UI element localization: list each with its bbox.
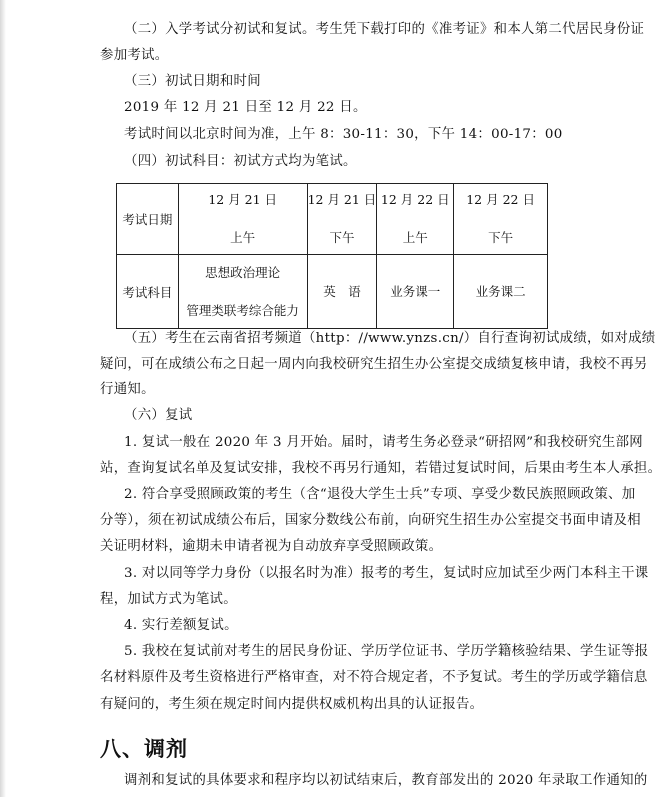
- page-edge-shadow: [0, 0, 6, 797]
- exam-subject: 管理类联考综合能力: [186, 302, 299, 318]
- text-line: （二）入学考试分初试和复试。考生凭下载打印的《准考证》和本人第二代居民身份证: [124, 22, 645, 37]
- exam-period: 上午: [230, 230, 256, 245]
- exam-period: 下午: [329, 230, 355, 245]
- table-cell: [377, 184, 454, 255]
- table-cell: [307, 255, 377, 329]
- text-line: 4. 实行差额复试。: [124, 618, 238, 633]
- table-row: [117, 255, 548, 329]
- text-line: 站，查询复试名单及复试安排，我校不再另行通知，若错过复试时间，后果由考生本人承担。: [100, 461, 662, 476]
- exam-subject: 业务课二: [475, 283, 526, 299]
- exam-date: 12 月 21 日: [307, 192, 377, 207]
- text-line: （三）初试日期和时间: [124, 74, 261, 89]
- table-cell: [307, 184, 377, 255]
- text-line: 2. 符合享受照顾政策的考生（含“退役大学生士兵”专项、享受少数民族照顾政策、加: [124, 487, 636, 502]
- exam-period: 上午: [402, 230, 428, 245]
- exam-date: 12 月 22 日: [466, 192, 535, 207]
- text-line: 行通知。: [100, 382, 155, 397]
- text-line: 1. 复试一般在 2020 年 3 月开始。届时，请考生务必登录“研招网”和我校研究生部网: [124, 435, 643, 450]
- text-line: （六）复试: [124, 408, 193, 423]
- exam-date: 12 月 21 日: [208, 192, 278, 207]
- text-line: （五）考生在云南省招考频道（http：//www.ynzs.cn/）自行查询初试成绩，如对成绩: [124, 331, 656, 346]
- text-line: 名材料原件及考生资格进行严格审查，对不符合规定者，不予复试。考生的学历或学籍信息: [100, 670, 648, 685]
- table-cell: [178, 255, 307, 329]
- table-header-cell: 考试科目: [117, 255, 179, 329]
- text-line: 调剂和复试的具体要求和程序均以初试结束后，教育部发出的 2020 年录取工作通知的: [124, 773, 648, 788]
- text-line: 2019 年 12 月 21 日至 12 月 22 日。: [124, 100, 367, 115]
- text-line: 参加考试。: [100, 48, 169, 63]
- exam-subject: 思想政治理论: [205, 264, 281, 280]
- exam-subject: 业务课一: [390, 283, 441, 299]
- table-cell: [377, 255, 454, 329]
- table-header-cell: 考试日期: [117, 184, 179, 255]
- text-line: 程，加试方式为笔试。: [100, 592, 237, 607]
- text-line: 分等），须在初试成绩公布后，国家分数线公布前，向研究生招生办公室提交书面申请及相: [100, 513, 641, 528]
- text-line: 3. 对以同等学力身份（以报名时为准）报考的考生，复试时应加试至少两门本科主干课: [124, 566, 649, 581]
- exam-schedule-table: [116, 183, 548, 329]
- text-line: 有疑问的，考生须在规定时间内提供权威机构出具的认证报告。: [100, 697, 484, 712]
- table-cell: [178, 184, 307, 255]
- table-cell: [454, 255, 548, 329]
- exam-subject: 英 语: [323, 283, 361, 299]
- section-heading: 八、调剂: [100, 737, 188, 761]
- text-line: 疑问，可在成绩公布之日起一周内向我校研究生招生办公室提交成绩复核申请，我校不再另: [100, 357, 648, 372]
- table-cell: [454, 184, 548, 255]
- table-row: [117, 184, 548, 255]
- exam-date: 12 月 22 日: [380, 192, 450, 207]
- text-line: 考试时间以北京时间为准，上午 8：30-11：30，下午 14：00-17：00: [124, 127, 563, 142]
- text-line: 5. 我校在复试前对考生的居民身份证、学历学位证书、学历学籍核验结果、学生证等报: [124, 644, 649, 659]
- text-line: 关证明材料，逾期未申请者视为自动放弃享受照顾政策。: [100, 539, 443, 554]
- text-line: （四）初试科目：初试方式均为笔试。: [124, 154, 357, 169]
- exam-period: 下午: [488, 230, 514, 245]
